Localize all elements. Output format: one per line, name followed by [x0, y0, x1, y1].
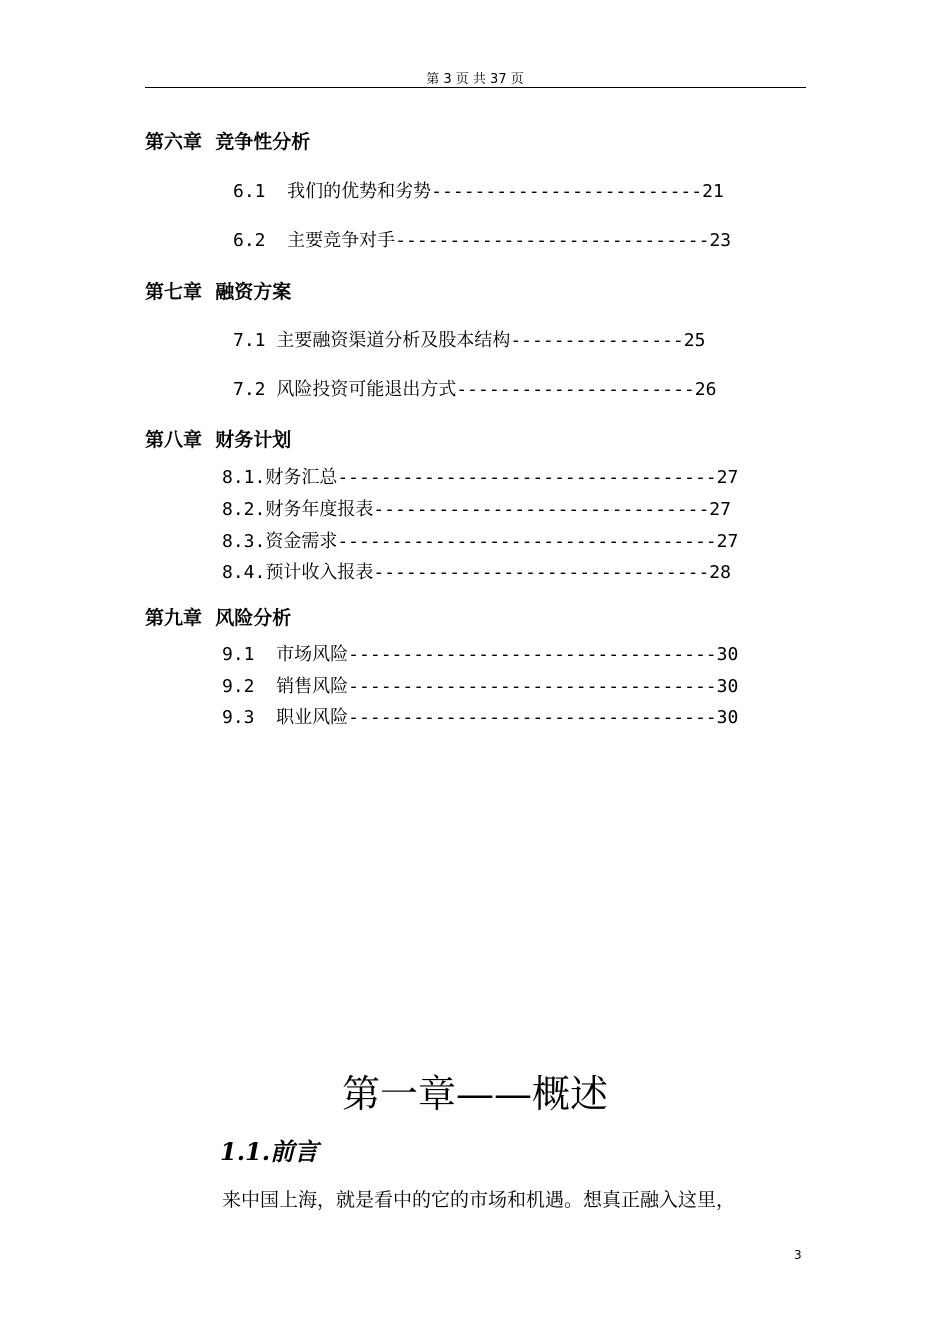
toc-entry-7-2: 7.2 风险投资可能退出方式----------------------26 — [233, 379, 717, 400]
header-divider — [145, 87, 806, 88]
toc-entry-8-2: 8.2.财务年度报表-------------------------------27 — [222, 499, 731, 520]
toc-entry-9-3: 9.3 职业风险----------------------------------30 — [222, 707, 739, 728]
toc-entry-8-4: 8.4.预计收入报表-------------------------------28 — [222, 562, 731, 583]
toc-entry-6-2: 6.2 主要竞争对手-----------------------------23 — [233, 230, 732, 251]
toc-chapter-7-title: 第七章 融资方案 — [145, 281, 292, 303]
toc-chapter-8-title: 第八章 财务计划 — [145, 429, 292, 451]
chapter-1-heading: 第一章——概述 — [341, 1072, 608, 1116]
toc-entry-9-2: 9.2 销售风险----------------------------------30 — [222, 676, 739, 697]
footer-page-number: 3 — [794, 1248, 802, 1262]
toc-entry-8-1: 8.1.财务汇总-----------------------------------27 — [222, 467, 739, 488]
section-1-1-heading: 1.1.前言 — [220, 1137, 319, 1166]
toc-entry-9-1: 9.1 市场风险----------------------------------30 — [222, 644, 739, 665]
toc-chapter-6-title: 第六章 竞争性分析 — [145, 131, 311, 153]
toc-chapter-9-title: 第九章 风险分析 — [145, 607, 292, 629]
toc-entry-6-1: 6.1 我们的优势和劣势-------------------------21 — [233, 181, 724, 202]
toc-entry-8-3: 8.3.资金需求-----------------------------------27 — [222, 531, 739, 552]
body-paragraph: 来中国上海，就是看中的它的市场和机遇。想真正融入这里， — [222, 1189, 736, 1211]
page-header: 第 3 页 共 37 页 — [426, 72, 524, 87]
toc-entry-7-1: 7.1 主要融资渠道分析及股本结构----------------25 — [233, 330, 706, 351]
